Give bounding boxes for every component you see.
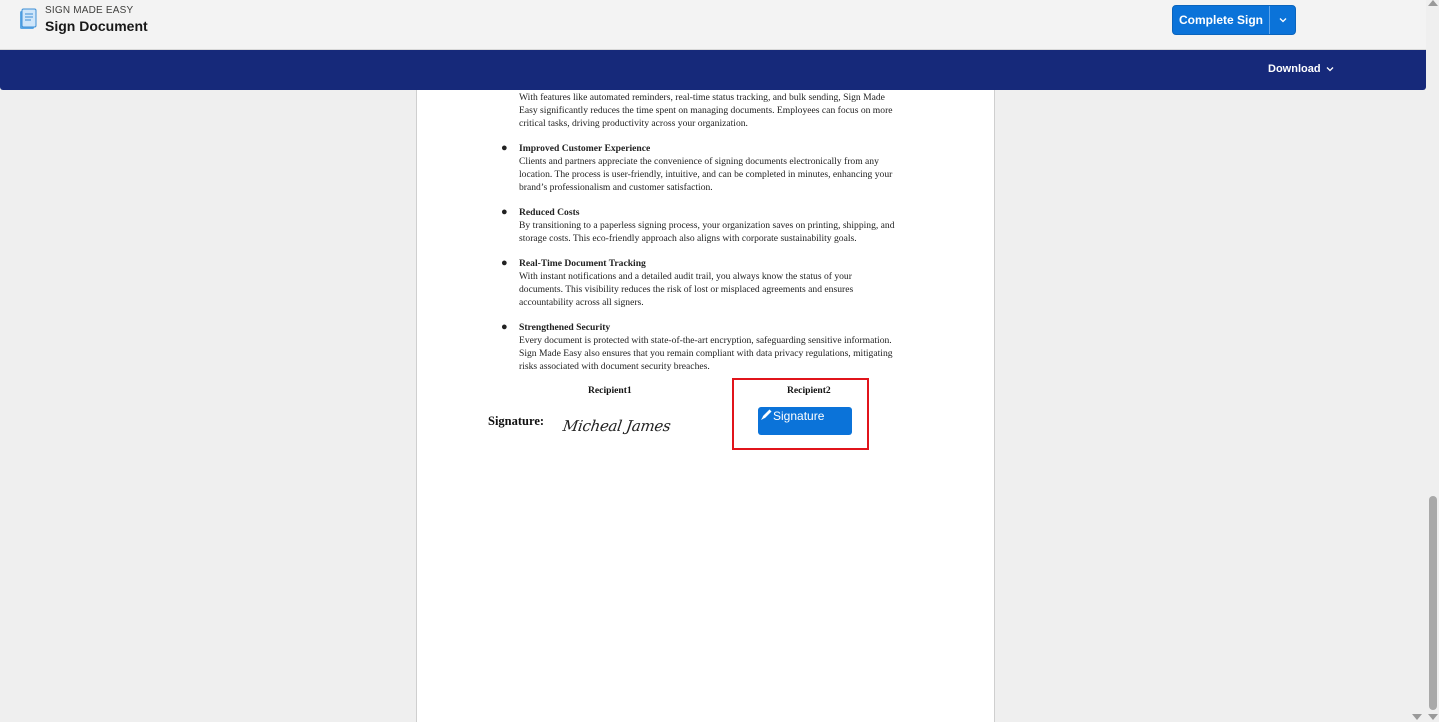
scroll-down-arrow-icon[interactable]: [1428, 714, 1438, 720]
scroll-down-arrow-icon[interactable]: [1412, 714, 1422, 720]
complete-sign-button[interactable]: Complete Sign: [1178, 13, 1263, 27]
text-line: documents. This visibility reduces the risk of lost or misplaced agreements and ensures: [519, 284, 854, 295]
signature-field-button[interactable]: [758, 407, 852, 435]
pen-icon: [760, 408, 773, 421]
text-line: location. The process is user-friendly, intuitive, and can be completed in minutes, enhancing your: [519, 169, 893, 180]
document-page: [416, 90, 995, 722]
signature-button-label: Signature: [773, 409, 825, 423]
bullet-heading: Improved Customer Experience: [519, 143, 651, 154]
bullet-heading: Real-Time Document Tracking: [519, 258, 646, 269]
text-line: risks associated with document security breaches.: [519, 361, 710, 372]
chevron-down-icon: [1326, 66, 1334, 72]
scrollbar-thumb[interactable]: [1429, 496, 1437, 710]
recipient1-label: Recipient1: [588, 385, 632, 396]
complete-sign-dropdown-button[interactable]: [1270, 6, 1295, 34]
chevron-down-icon: [1279, 17, 1287, 23]
text-line: brand’s professionalism and customer satisfaction.: [519, 182, 713, 193]
app-header: [0, 0, 1426, 50]
recipient1-signature: Micheal James: [561, 417, 672, 435]
recipient2-label: Recipient2: [787, 385, 831, 396]
bullet-heading: Reduced Costs: [519, 207, 580, 218]
bullet-dot: ●: [501, 321, 508, 333]
vertical-scrollbar[interactable]: [1426, 0, 1439, 722]
text-line: Sign Made Easy also ensures that you remain compliant with data privacy regulations, mitigating: [519, 348, 893, 359]
text-line: accountability across all signers.: [519, 297, 644, 308]
document-icon: [18, 8, 38, 32]
download-label: Download: [1268, 63, 1321, 75]
scroll-up-arrow-icon[interactable]: [1428, 0, 1438, 6]
intro-paragraph: [519, 91, 939, 130]
bullet-dot: ●: [501, 257, 508, 269]
signature-label: Signature:: [488, 414, 545, 428]
text-line: Every document is protected with state-of-the-art encryption, safeguarding sensitive information.: [519, 335, 892, 346]
text-line: storage costs. This eco-friendly approach also aligns with corporate sustainability goals.: [519, 233, 857, 244]
bullet-heading: Strengthened Security: [519, 322, 611, 333]
page-title: Sign Document: [45, 18, 148, 34]
download-menu-button[interactable]: [1268, 63, 1334, 75]
bullet-dot: ●: [501, 142, 508, 154]
text-line: With features like automated reminders, real-time status tracking, and bulk sending, Sign Made: [519, 92, 885, 103]
text-line: By transitioning to a paperless signing process, your organization saves on printing, shipping, and: [519, 220, 895, 231]
document-toolbar: [0, 50, 1426, 90]
text-line: Easy significantly reduces the time spent on managing documents. Employees can focus on more: [519, 105, 893, 116]
bullet-dot: ●: [501, 206, 508, 218]
text-line: Clients and partners appreciate the convenience of signing documents electronically from any: [519, 156, 879, 167]
app-name: SIGN MADE EASY: [45, 5, 134, 16]
complete-sign-button-group: [1172, 5, 1296, 35]
text-line: critical tasks, driving productivity across your organization.: [519, 118, 748, 129]
text-line: With instant notifications and a detailed audit trail, you always know the status of your: [519, 271, 852, 282]
